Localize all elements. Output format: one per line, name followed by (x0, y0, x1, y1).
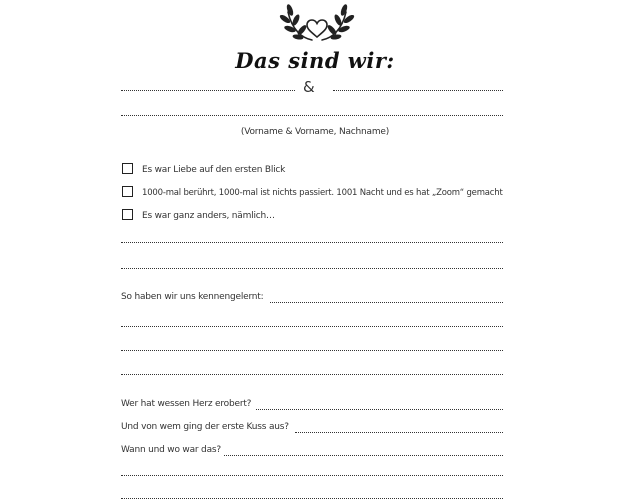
answer-line[interactable] (121, 475, 503, 476)
ampersand: & (303, 78, 315, 96)
checkbox-different[interactable] (122, 209, 133, 220)
answer-line[interactable] (121, 242, 503, 243)
question-when-where: Wann und wo war das? (121, 445, 221, 455)
answer-line[interactable] (121, 350, 503, 351)
name-line-1[interactable] (121, 90, 295, 91)
question-kiss: Und von wem ging der erste Kuss aus? (121, 422, 289, 432)
laurel-heart-icon (276, 2, 358, 46)
question-heart: Wer hat wessen Herz erobert? (121, 399, 252, 409)
checkbox-love-at-first-sight[interactable] (122, 163, 133, 174)
answer-line[interactable] (295, 432, 503, 433)
answer-line[interactable] (224, 455, 503, 456)
surname-line[interactable] (121, 115, 503, 116)
answer-line[interactable] (121, 326, 503, 327)
option-label: 1000-mal berührt, 1000-mal ist nichts passiert. 1001 Nacht und es hat „Zoom“ gemacht (142, 188, 503, 198)
answer-line[interactable] (121, 498, 503, 499)
answer-line[interactable] (270, 302, 503, 303)
option-label: Es war Liebe auf den ersten Blick (142, 165, 286, 175)
name-hint: (Vorname & Vorname, Nachname) (240, 127, 390, 137)
answer-line[interactable] (121, 374, 503, 375)
answer-line[interactable] (256, 409, 503, 410)
answer-line[interactable] (121, 268, 503, 269)
checkbox-zoom[interactable] (122, 186, 133, 197)
name-line-2[interactable] (333, 90, 503, 91)
question-met: So haben wir uns kennengelernt: (121, 292, 264, 302)
page-title: Das sind wir: (235, 48, 395, 73)
option-label: Es war ganz anders, nämlich… (142, 211, 275, 221)
